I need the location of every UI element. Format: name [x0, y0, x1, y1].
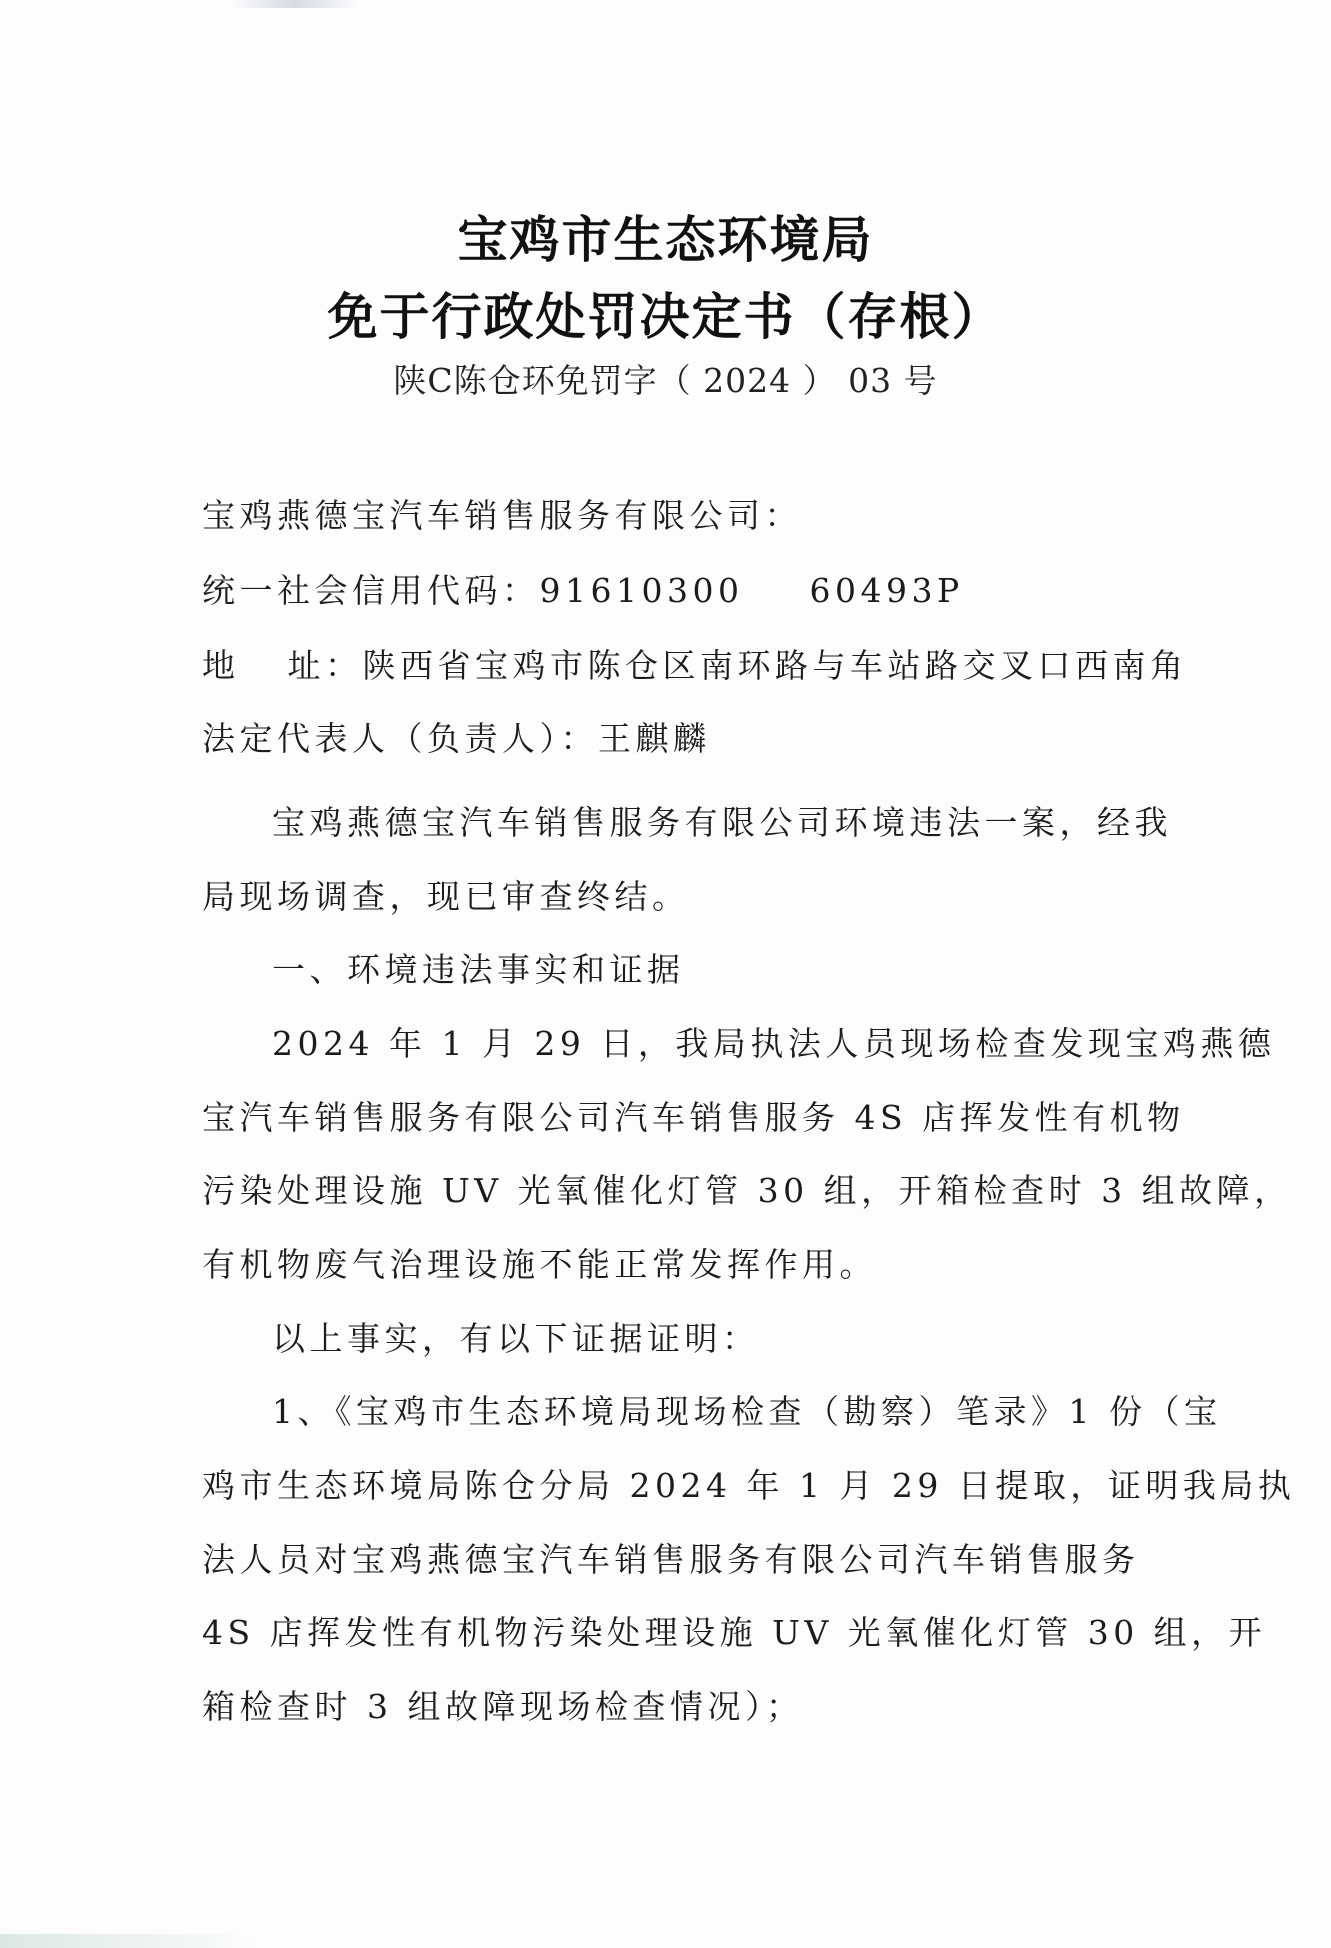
recipient-company: 宝鸡燕德宝汽车销售服务有限公司： [202, 496, 802, 535]
intro-line-1: 宝鸡燕德宝汽车销售服务有限公司环境违法一案，经我 [272, 803, 1172, 842]
fact-line-4: 有机物废气治理设施不能正常发挥作用。 [202, 1245, 877, 1284]
fact-line-3: 污染处理设施 UV 光氧催化灯管 30 组，开箱检查时 3 组故障， [202, 1171, 1292, 1210]
scan-edge-artifact [0, 1934, 260, 1948]
address-label-1: 地 [202, 646, 240, 685]
address-line [202, 640, 1188, 687]
scan-artifact [230, 0, 360, 8]
title-line-2: 免于行政处罚决定书（存根） [327, 288, 1004, 346]
credit-code-part1: 91610300 [539, 571, 744, 610]
credit-code-label: 统一社会信用代码： [202, 571, 540, 610]
intro-line-2: 局现场调查，现已审查终结。 [202, 877, 690, 916]
legal-representative: 法定代表人（负责人）：王麒麟 [202, 719, 711, 758]
section-heading-1: 一、环境违法事实和证据 [272, 950, 685, 989]
evidence-1-line-1: 1、《宝鸡市生态环境局现场检查（勘察）笔录》1 份（宝 [272, 1392, 1222, 1431]
evidence-1-line-5: 箱检查时 3 组故障现场检查情况）； [202, 1687, 804, 1726]
title-line-1: 宝鸡市生态环境局 [457, 211, 874, 269]
address-value: 陕西省宝鸡市陈仓区南环路与车站路交叉口西南角 [362, 646, 1188, 685]
address-label-2: 址： [287, 646, 363, 685]
evidence-1-line-4: 4S 店挥发性有机物污染处理设施 UV 光氧催化灯管 30 组，开 [202, 1613, 1267, 1652]
credit-code-part2: 60493P [809, 571, 964, 610]
credit-code-line [202, 565, 964, 612]
fact-line-2: 宝汽车销售服务有限公司汽车销售服务 4S 店挥发性有机物 [202, 1098, 1185, 1137]
document-number: 陕C陈仓环免罚字（ 2024 ） 03 号 [393, 361, 938, 400]
evidence-1-line-2: 鸡市生态环境局陈仓分局 2024 年 1 月 29 日提取，证明我局执 [202, 1466, 1296, 1505]
fact-line-1: 2024 年 1 月 29 日，我局执法人员现场检查发现宝鸡燕德 [272, 1024, 1276, 1063]
evidence-1-line-3: 法人员对宝鸡燕德宝汽车销售服务有限公司汽车销售服务 [202, 1540, 1140, 1579]
evidence-intro: 以上事实，有以下证据证明： [272, 1319, 760, 1358]
